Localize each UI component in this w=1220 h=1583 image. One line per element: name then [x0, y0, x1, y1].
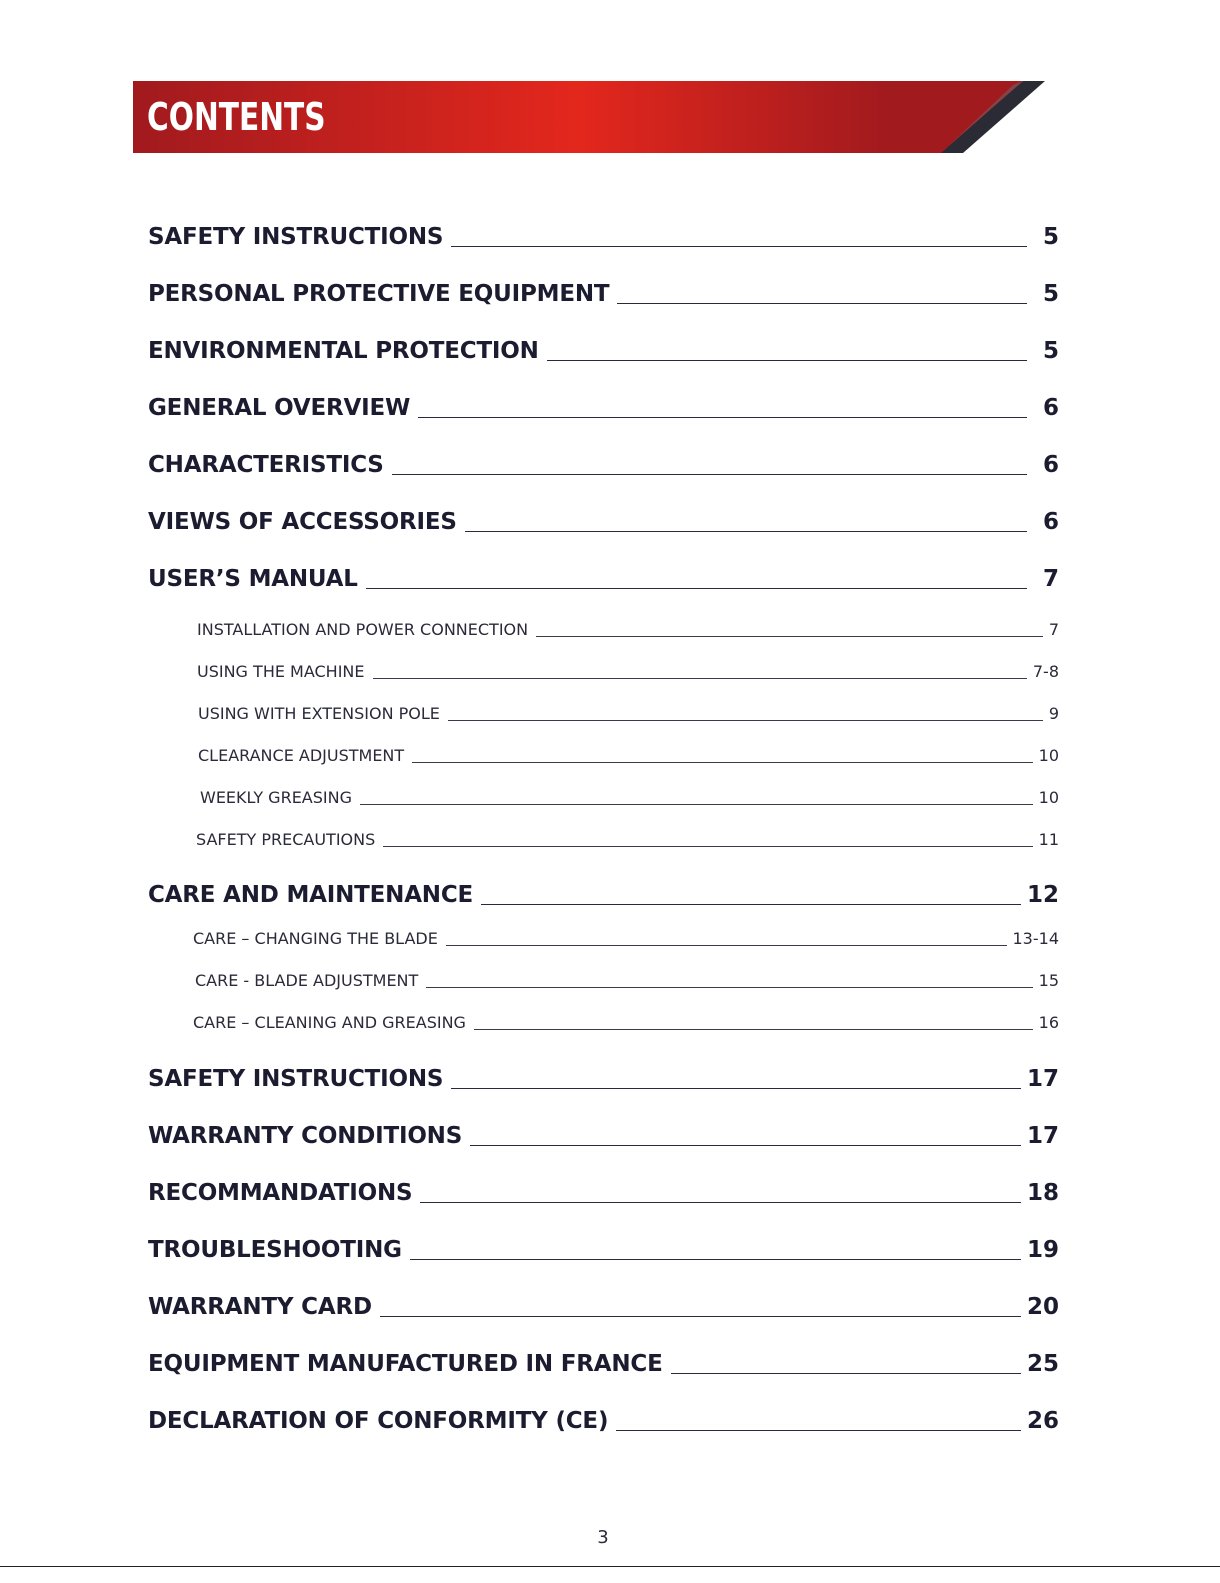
toc-entry-page: 20	[1026, 1294, 1059, 1320]
toc-leader-line	[470, 1145, 1021, 1146]
toc-entry-title: VIEWS OF ACCESSORIES	[148, 509, 457, 535]
toc-entry-title: CARE AND MAINTENANCE	[148, 882, 474, 908]
toc-entry-page: 18	[1026, 1180, 1059, 1206]
toc-leader-line	[451, 246, 1027, 247]
toc-entry-care-and-maintenance[interactable]	[148, 878, 1059, 908]
toc-entry-page: 5	[1042, 224, 1059, 250]
toc-leader-line	[392, 474, 1027, 475]
toc-entry-page: 10	[1038, 746, 1059, 765]
toc-leader-line	[412, 762, 1032, 763]
toc-entry-title: WARRANTY CONDITIONS	[148, 1123, 463, 1149]
toc-leader-line	[451, 1088, 1021, 1089]
toc-leader-line	[481, 904, 1021, 905]
toc-entry-title: DECLARATION OF CONFORMITY (CE)	[148, 1408, 609, 1434]
toc-entry-views-of-accessories[interactable]	[148, 505, 1059, 535]
toc-entry-page: 15	[1038, 971, 1059, 990]
toc-entry-page: 9	[1048, 704, 1059, 723]
toc-entry-page: 7-8	[1032, 662, 1059, 681]
toc-entry-care-changing-the-blade[interactable]	[193, 926, 1059, 948]
toc-leader-line	[426, 987, 1032, 988]
toc-entry-title: CARE – CHANGING THE BLADE	[193, 929, 438, 948]
toc-entry-page: 7	[1042, 566, 1059, 592]
toc-entry-clearance-adjustment[interactable]	[198, 743, 1059, 765]
toc-entry-page: 12	[1026, 882, 1059, 908]
toc-entry-using-with-extension-pole[interactable]	[198, 701, 1059, 723]
toc-entry-personal-protective-equipment[interactable]	[148, 277, 1059, 307]
toc-leader-line	[380, 1316, 1021, 1317]
toc-entry-using-the-machine[interactable]	[197, 659, 1059, 681]
toc-entry-title: CARE – CLEANING AND GREASING	[193, 1013, 466, 1032]
toc-entry-general-overview[interactable]	[148, 391, 1059, 421]
toc-entry-page: 19	[1026, 1237, 1059, 1263]
toc-entry-page: 5	[1042, 338, 1059, 364]
toc-entry-title: CLEARANCE ADJUSTMENT	[198, 746, 405, 765]
toc-leader-line	[474, 1029, 1033, 1030]
toc-entry-recommandations[interactable]	[148, 1176, 1059, 1206]
toc-entry-title: PERSONAL PROTECTIVE EQUIPMENT	[148, 281, 610, 307]
toc-entry-page: 17	[1026, 1123, 1059, 1149]
toc-leader-line	[448, 720, 1043, 721]
toc-entry-environmental-protection[interactable]	[148, 334, 1059, 364]
toc-entry-characteristics[interactable]	[148, 448, 1059, 478]
toc-entry-care-blade-adjustment[interactable]	[195, 968, 1059, 990]
toc-entry-warranty-conditions[interactable]	[148, 1119, 1059, 1149]
toc-entry-page: 5	[1042, 281, 1059, 307]
toc-entry-safety-instructions[interactable]	[148, 1062, 1059, 1092]
page-number: 3	[597, 1527, 609, 1548]
toc-entry-page: 16	[1038, 1013, 1059, 1032]
toc-entry-title: RECOMMANDATIONS	[148, 1180, 413, 1206]
toc-entry-weekly-greasing[interactable]	[200, 785, 1059, 807]
toc-entry-page: 6	[1042, 395, 1059, 421]
toc-leader-line	[547, 360, 1027, 361]
toc-entry-user-s-manual[interactable]	[148, 562, 1059, 592]
toc-entry-warranty-card[interactable]	[148, 1290, 1059, 1320]
toc-entry-safety-instructions[interactable]	[148, 220, 1059, 250]
toc-leader-line	[420, 1202, 1021, 1203]
toc-entry-safety-precautions[interactable]	[196, 827, 1059, 849]
toc-entry-page: 13-14	[1012, 929, 1059, 948]
toc-entry-title: SAFETY INSTRUCTIONS	[148, 1066, 444, 1092]
toc-entry-title: USING THE MACHINE	[197, 662, 365, 681]
toc-entry-page: 26	[1026, 1408, 1059, 1434]
toc-entry-installation-and-power-connection[interactable]	[197, 617, 1059, 639]
bottom-rule	[0, 1566, 1220, 1567]
toc-leader-line	[536, 636, 1043, 637]
toc-entry-page: 6	[1042, 509, 1059, 535]
toc-entry-page: 11	[1038, 830, 1059, 849]
toc-entry-page: 7	[1048, 620, 1059, 639]
toc-leader-line	[617, 303, 1027, 304]
toc-entry-page: 6	[1042, 452, 1059, 478]
toc-leader-line	[671, 1373, 1021, 1374]
toc-leader-line	[383, 846, 1032, 847]
toc-entry-care-cleaning-and-greasing[interactable]	[193, 1010, 1059, 1032]
toc-entry-page: 10	[1038, 788, 1059, 807]
toc-entry-title: GENERAL OVERVIEW	[148, 395, 411, 421]
toc-entry-title: TROUBLESHOOTING	[148, 1237, 402, 1263]
toc-entry-page: 17	[1026, 1066, 1059, 1092]
toc-entry-title: EQUIPMENT MANUFACTURED IN FRANCE	[148, 1351, 663, 1377]
toc-entry-title: SAFETY PRECAUTIONS	[196, 830, 376, 849]
toc-leader-line	[373, 678, 1027, 679]
toc-leader-line	[360, 804, 1033, 805]
toc-entry-troubleshooting[interactable]	[148, 1233, 1059, 1263]
toc-entry-title: WARRANTY CARD	[148, 1294, 372, 1320]
toc-leader-line	[446, 945, 1007, 946]
toc-leader-line	[410, 1259, 1021, 1260]
toc-leader-line	[418, 417, 1027, 418]
toc-entry-title: INSTALLATION AND POWER CONNECTION	[197, 620, 529, 639]
toc-leader-line	[465, 531, 1027, 532]
toc-leader-line	[616, 1430, 1021, 1431]
toc-entry-title: USER’S MANUAL	[148, 566, 358, 592]
page-title: CONTENTS	[147, 95, 326, 139]
toc-entry-title: USING WITH EXTENSION POLE	[198, 704, 440, 723]
toc-entry-title: WEEKLY GREASING	[200, 788, 352, 807]
toc-entry-title: ENVIRONMENTAL PROTECTION	[148, 338, 539, 364]
toc-entry-title: CHARACTERISTICS	[148, 452, 384, 478]
toc-leader-line	[366, 588, 1027, 589]
toc-entry-declaration-of-conformity-ce[interactable]	[148, 1404, 1059, 1434]
toc-entry-equipment-manufactured-in-france[interactable]	[148, 1347, 1059, 1377]
toc-entry-title: CARE - BLADE ADJUSTMENT	[195, 971, 419, 990]
toc-entry-page: 25	[1026, 1351, 1059, 1377]
toc-entry-title: SAFETY INSTRUCTIONS	[148, 224, 444, 250]
